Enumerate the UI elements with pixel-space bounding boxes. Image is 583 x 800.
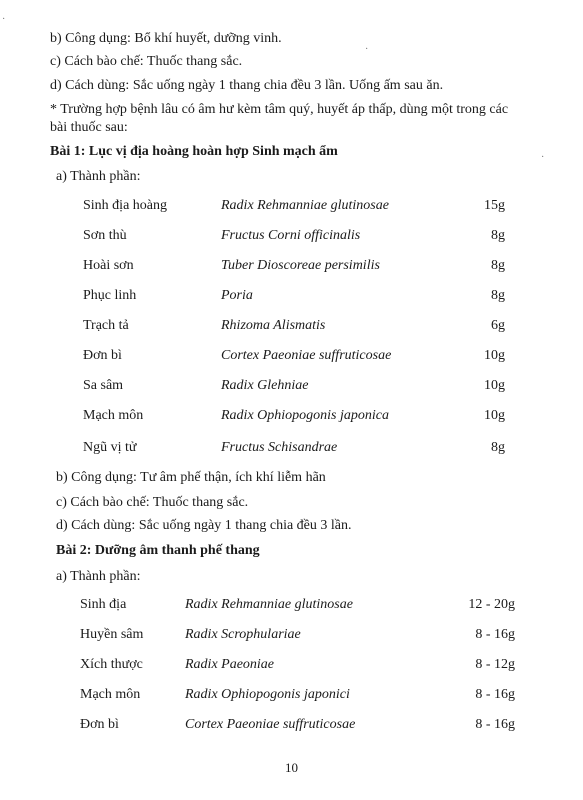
ingredient-qty: 6g — [491, 318, 505, 333]
ingredient-qty: 8 - 16g — [475, 687, 515, 702]
ingredient-latin: Cortex Paeoniae suffruticosae — [185, 717, 356, 732]
note-line-2: bài thuốc sau: — [50, 120, 128, 135]
table-row — [0, 656, 583, 674]
ingredient-latin: Radix Ophiopogonis japonici — [185, 687, 350, 702]
note-line-1: * Trường hợp bệnh lâu có âm hư kèm tâm quý, huyết áp thấp, dùng một trong các — [50, 102, 509, 117]
bai1-thanh-phan-label: a) Thành phần: — [56, 169, 141, 184]
scan-speck: · — [365, 44, 369, 55]
ingredient-qty: 10g — [484, 378, 505, 393]
ingredient-latin: Tuber Dioscoreae persimilis — [221, 258, 380, 273]
bai1-cong-dung-line: b) Công dụng: Tư âm phế thận, ích khí liễm hãn — [56, 470, 326, 485]
ingredient-name: Sinh địa hoàng — [83, 198, 167, 213]
ingredient-qty: 8 - 12g — [475, 657, 515, 672]
table-row — [0, 257, 583, 275]
ingredient-latin: Cortex Paeoniae suffruticosae — [221, 348, 392, 363]
table-row — [0, 626, 583, 644]
ingredient-qty: 8g — [491, 258, 505, 273]
ingredient-name: Sa sâm — [83, 378, 124, 393]
table-row — [0, 596, 583, 614]
ingredient-latin: Radix Scrophulariae — [185, 627, 301, 642]
ingredient-qty: 12 - 20g — [468, 597, 515, 612]
table-row — [0, 439, 583, 457]
ingredient-qty: 8 - 16g — [475, 717, 515, 732]
ingredient-name: Ngũ vị tử — [83, 440, 137, 455]
ingredient-name: Đơn bì — [80, 717, 119, 732]
ingredient-qty: 8g — [491, 440, 505, 455]
ingredient-qty: 10g — [484, 348, 505, 363]
ingredient-name: Hoài sơn — [83, 258, 134, 273]
table-row — [0, 197, 583, 215]
cach-dung-line: d) Cách dùng: Sắc uống ngày 1 thang chia đều 3 lần. Uống ấm sau ăn. — [50, 78, 444, 93]
ingredient-qty: 8g — [491, 228, 505, 243]
table-row — [0, 716, 583, 734]
ingredient-latin: Rhizoma Alismatis — [221, 318, 326, 333]
ingredient-name: Xích thược — [80, 657, 143, 672]
ingredient-latin: Radix Rehmanniae glutinosae — [185, 597, 353, 612]
ingredient-latin: Fructus Corni officinalis — [221, 228, 361, 243]
cach-bao-che-line: c) Cách bào chế: Thuốc thang sắc. — [50, 54, 243, 69]
ingredient-name: Trạch tả — [83, 318, 129, 333]
ingredient-latin: Radix Glehniae — [221, 378, 309, 393]
ingredient-latin: Radix Rehmanniae glutinosae — [221, 198, 389, 213]
ingredient-latin: Radix Ophiopogonis japonica — [221, 408, 389, 423]
ingredient-name: Mạch môn — [83, 408, 144, 423]
ingredient-name: Sơn thù — [83, 228, 127, 243]
ingredient-latin: Poria — [221, 288, 253, 303]
table-row — [0, 317, 583, 335]
bai1-cach-bao-che-line: c) Cách bào chế: Thuốc thang sắc. — [56, 495, 249, 510]
ingredient-name: Phục linh — [83, 288, 137, 303]
ingredient-name: Sinh địa — [80, 597, 127, 612]
ingredient-latin: Radix Paeoniae — [185, 657, 275, 672]
table-row — [0, 686, 583, 704]
ingredient-name: Đơn bì — [83, 348, 122, 363]
table-row — [0, 377, 583, 395]
bai1-cach-dung-line: d) Cách dùng: Sắc uống ngày 1 thang chia đều 3 lần. — [56, 518, 352, 533]
scan-speck: · — [541, 152, 545, 163]
ingredient-name: Huyền sâm — [80, 627, 144, 642]
bai2-thanh-phan-label: a) Thành phần: — [56, 569, 141, 584]
table-row — [0, 347, 583, 365]
ingredient-latin: Fructus Schisandrae — [221, 440, 338, 455]
cong-dung-line: b) Công dụng: Bổ khí huyết, dưỡng vinh. — [50, 31, 282, 46]
ingredient-qty: 8g — [491, 288, 505, 303]
table-row — [0, 227, 583, 245]
table-row — [0, 407, 583, 425]
bai2-title: Bài 2: Dưỡng âm thanh phế thang — [56, 543, 260, 558]
ingredient-qty: 8 - 16g — [475, 627, 515, 642]
ingredient-qty: 10g — [484, 408, 505, 423]
ingredient-qty: 15g — [484, 198, 505, 213]
table-row — [0, 287, 583, 305]
ingredient-name: Mạch môn — [80, 687, 141, 702]
scan-speck: · — [2, 14, 6, 25]
bai1-title: Bài 1: Lục vị địa hoàng hoàn hợp Sinh mạch ẩm — [50, 144, 338, 159]
page-number: 10 — [285, 760, 298, 775]
